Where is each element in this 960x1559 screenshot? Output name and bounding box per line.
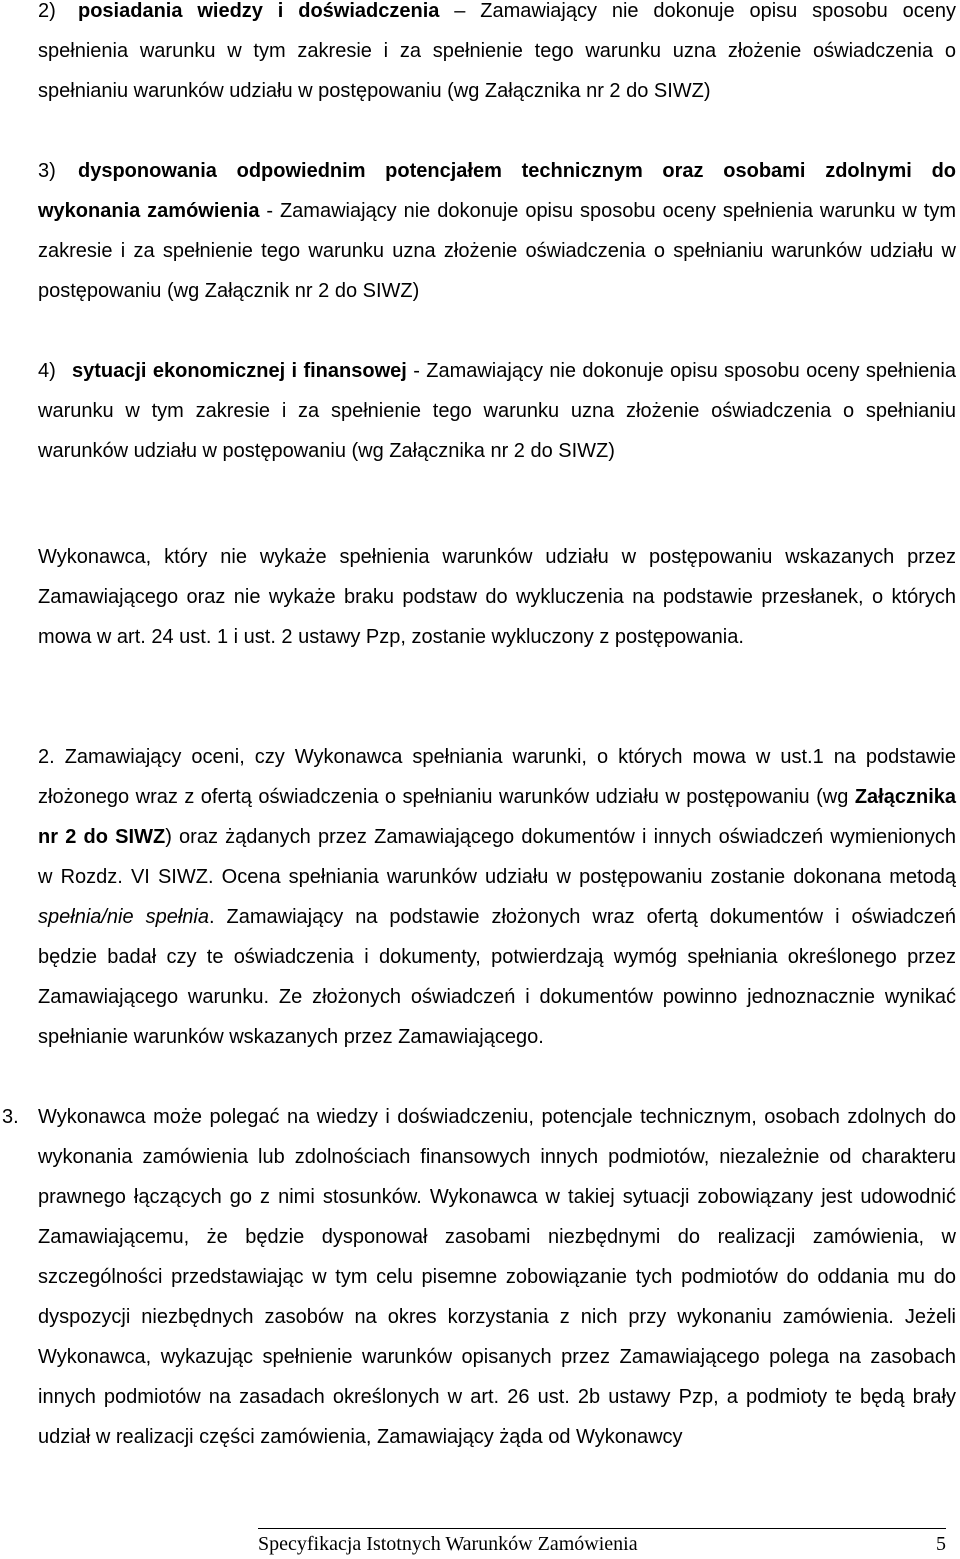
condition-item-technical — [38, 151, 956, 311]
item-heading: dysponowania odpowiednim potencjałem technicznym oraz osobami zdolnymi do wykonania zamówienia — [38, 160, 956, 222]
section-number: 2. — [38, 746, 55, 768]
condition-item-financial — [38, 351, 956, 471]
item-text: - Zamawiający nie dokonuje opisu sposobu oceny spełnienia warunku w tym zakresie i za spełnienie tego warunku uzna złożenie oświadczenia o spełnianiu warunków udziału w postępowaniu (wg Załącznika nr 2 do SIWZ) — [38, 360, 956, 462]
section-text: Zamawiający oceni, czy Wykonawca spełniania warunki, o których mowa w ust.1 na podstawie złożonego wraz z ofertą oświadczenia o spełnianiu warunków udziału w postępowaniu (wg — [38, 746, 956, 808]
section-3-paragraph: Wykonawca może polegać na wiedzy i doświadczeniu, potencjale technicznym, osobach zdolnych do wykonania zamówienia lub zdolnościach finansowych innych podmiotów, niezależnie od charakteru prawnego łączących go z nimi stosunków. Wykonawca w takiej sytuacji zobowiązany jest udowodnić Zamawiającemu, że będzie dysponował zasobami niezbędnymi do realizacji zamówienia, w szczególności przedstawiając w tym celu pisemne zobowiązanie tych podmiotów do oddania mu do dyspozycji niezbędnych zasobów na okres korzystania z nich przy wykonaniu zamówienia. Jeżeli Wykonawca, wykazując spełnienie warunków opisanych przez Zamawiającego polega na zasobach innych podmiotów na zasadach określonych w art. 26 ust. 2b ustawy Pzp, a podmioty te będą brały udział w realizacji części zamówienia, Zamawiający żąda od Wykonawcy — [38, 1106, 956, 1448]
page-number: 5 — [936, 1533, 946, 1555]
item-heading: sytuacji ekonomicznej i finansowej — [72, 360, 407, 382]
section-2-paragraph — [38, 737, 956, 1057]
item-text: – Zamawiający nie dokonuje opisu sposobu oceny spełnienia warunku w tym zakresie i za spełnienie tego warunku uzna złożenie oświadczenia o spełnianiu warunków udziału w postępowaniu (wg Załącznika nr 2 do SIWZ) — [38, 0, 956, 102]
exclusion-paragraph: Wykonawca, który nie wykaże spełnienia warunków udziału w postępowaniu wskazanych przez Zamawiającego oraz nie wykaże braku podstaw do wykluczenia na podstawie przesłanek, o których mowa w art. 24 ust. 1 i ust. 2 ustawy Pzp, zostanie wykluczony z postępowania. — [38, 546, 956, 648]
evaluation-method: spełnia/nie spełnia — [38, 906, 209, 928]
condition-item-knowledge — [38, 0, 956, 111]
footer-title: Specyfikacja Istotnych Warunków Zamówienia — [258, 1533, 638, 1555]
item-number: 3) — [38, 160, 56, 182]
item-heading: posiadania wiedzy i doświadczenia — [78, 0, 440, 22]
item-number: 4) — [38, 360, 56, 382]
item-text: - Zamawiający nie dokonuje opisu sposobu oceny spełnienia warunku w tym zakresie i za spełnienie tego warunku uzna złożenie oświadczenia o spełnianiu warunków udziału w postępowaniu (wg Załącznik nr 2 do SIWZ) — [38, 200, 956, 302]
section-text-continued: ) oraz żądanych przez Zamawiającego dokumentów i innych oświadczeń wymienionych w Rozdz. VI SIWZ. Ocena spełniania warunków udziału w postępowaniu zostanie dokonana metodą — [38, 826, 956, 888]
page-footer — [258, 1528, 946, 1559]
section-text-end: . Zamawiający na podstawie złożonych wraz ofertą dokumentów i oświadczeń będzie badał czy te oświadczenia i dokumenty, potwierdzają wymóg spełniania określonego przez Zamawiającego warunku. Ze złożonych oświadczeń i dokumentów powinno jednoznacznie wynikać spełnianie warunków wskazanych przez Zamawiającego. — [38, 906, 956, 1048]
section-number: 3. — [2, 1106, 19, 1128]
item-number: 2) — [38, 0, 56, 22]
attachment-reference: Załącznika nr 2 do SIWZ — [38, 786, 956, 848]
